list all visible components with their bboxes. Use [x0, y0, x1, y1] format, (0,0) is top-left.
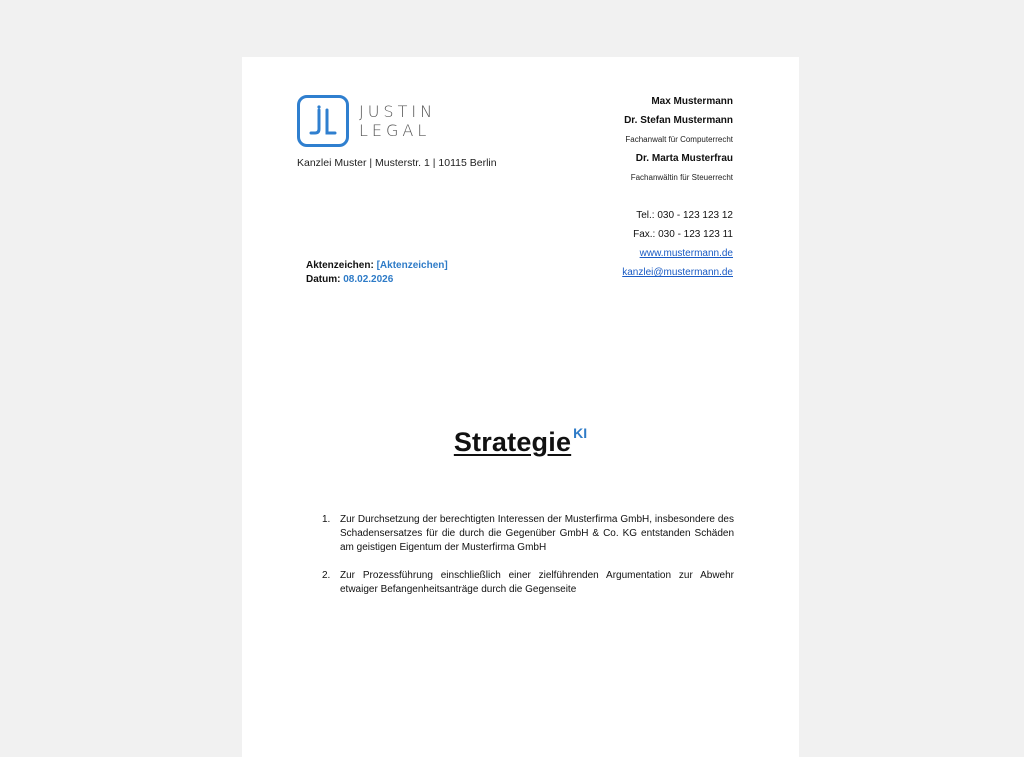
website-link[interactable]: www.mustermann.de: [639, 248, 733, 259]
logo-text-line2: LEGAL: [359, 121, 431, 140]
lawyer-role-3: Fachanwältin für Steuerrecht: [630, 173, 733, 182]
document-page: [242, 57, 799, 757]
fax-number: Fax.: 030 - 123 123 11: [633, 229, 733, 240]
list-item: [322, 569, 734, 597]
firm-logo: [297, 95, 436, 147]
lawyer-role-2: Fachanwalt für Computerrecht: [625, 135, 733, 144]
list-item: [322, 513, 734, 555]
list-item-text: Zur Prozessführung einschließlich einer zielführenden Argumentation zur Abwehr etwaiger Befangenheitsanträge durch die Gegenseite: [340, 570, 734, 595]
lawyer-name-2: Dr. Stefan Mustermann: [624, 115, 733, 126]
lawyer-name-3: Dr. Marta Musterfrau: [635, 153, 733, 164]
document-title: [242, 425, 799, 458]
datum-label: Datum:: [306, 274, 341, 285]
logo-monogram-icon: [297, 95, 349, 147]
letterhead-contacts: [622, 92, 733, 282]
list-item-text: Zur Durchsetzung der berechtigten Interessen der Musterfirma GmbH, insbesondere des Schadensersatzes für die durch die Gegenüber GmbH & Co. KG entstanden Schäden am geistigen Eigentum der Musterfirma GmbH: [340, 514, 734, 553]
case-meta: [306, 259, 448, 287]
list-item-number: 1.: [322, 514, 331, 525]
email-link[interactable]: kanzlei@mustermann.de: [622, 267, 733, 278]
lawyer-name-1: Max Mustermann: [651, 96, 733, 107]
strategy-list: [322, 513, 734, 611]
title-text: Strategie: [453, 427, 572, 457]
logo-text-line1: JUSTIN: [359, 102, 437, 121]
aktenzeichen-value: [Aktenzeichen]: [376, 260, 448, 271]
title-ki-superscript: KI: [573, 425, 588, 441]
aktenzeichen-label: Aktenzeichen:: [306, 260, 374, 271]
firm-address: Kanzlei Muster | Musterstr. 1 | 10115 Berlin: [297, 157, 497, 169]
list-item-number: 2.: [322, 570, 331, 581]
datum-value: 08.02.2026: [343, 274, 394, 285]
phone-number: Tel.: 030 - 123 123 12: [636, 210, 733, 221]
